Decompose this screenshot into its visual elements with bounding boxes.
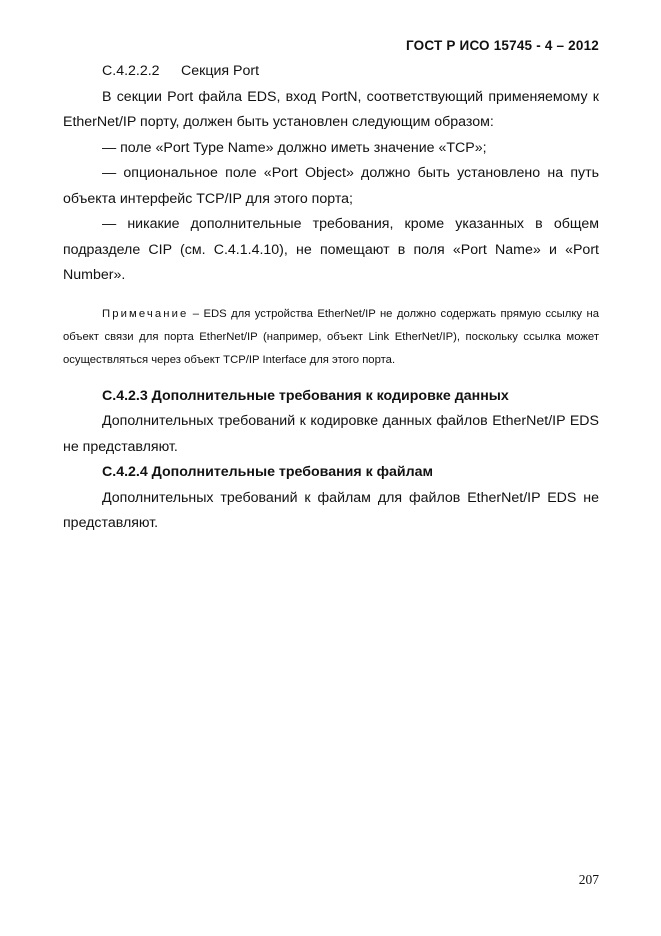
standard-designation: ГОСТ Р ИСО 15745 - 4 – 2012 [406, 38, 599, 53]
paragraph-intro: В секции Port файла EDS, вход PortN, соответствующий применяемому к EtherNet/IP порту, должен быть установлен следующим образом: [63, 88, 599, 130]
page-number: 207 [578, 872, 599, 887]
section-number: C.4.2.2.2 [102, 63, 160, 79]
page-body [63, 59, 599, 537]
section-heading-c4222 [102, 59, 599, 85]
heading-c424: C.4.2.4 Дополнительные требования к файлам [102, 464, 434, 480]
paragraph-c423: Дополнительных требований к кодировке данных файлов EtherNet/IP EDS не представляют. [63, 413, 599, 455]
note-label: Примечание [102, 307, 189, 320]
list-item-port-object: — опциональное поле «Port Object» должно быть установлено на путь объекта интерфейс TCP/IP для этого порта; [63, 165, 599, 207]
note-text: – EDS для устройства EtherNet/IP не должно содержать прямую ссылку на объект связи для порта EtherNet/IP (например, объект Link EtherNet/IP), поскольку ссылка может осуществляться через объект TCP/IP Interface для этого порта. [63, 307, 599, 366]
list-item-port-type-name: — поле «Port Type Name» должно иметь значение «TCP»; [102, 139, 487, 156]
paragraph-c424: Дополнительных требований к файлам для файлов EtherNet/IP EDS не представляют. [63, 489, 599, 531]
section-title: Секция Port [181, 63, 260, 79]
list-item-no-extra-requirements: — никакие дополнительные требования, кроме указанных в общем подразделе CIP (см. C.4.1.4.10), не помещают в поля «Port Name» и «Port Number». [63, 216, 599, 283]
heading-c423: C.4.2.3 Дополнительные требования к кодировке данных [102, 387, 509, 404]
note-block [63, 303, 599, 372]
